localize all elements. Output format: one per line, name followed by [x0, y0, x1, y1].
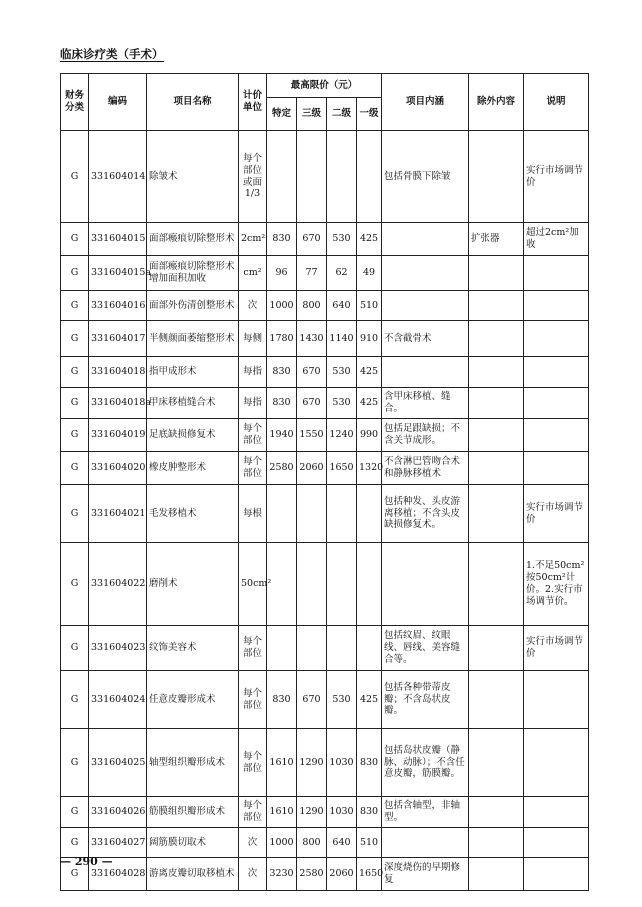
cell-content [382, 357, 469, 388]
cell-content [382, 828, 469, 858]
cell-price-level3: 2060 [297, 452, 327, 485]
table-row [61, 321, 589, 357]
cell-excluded [469, 485, 524, 543]
cell-excluded [469, 797, 524, 828]
cell-price-level1 [357, 131, 382, 223]
cell-name: 足底缺损修复术 [147, 419, 239, 452]
col-header-code: 编码 [89, 74, 147, 131]
cell-price-level3: 1550 [297, 419, 327, 452]
cell-name: 磨削术 [147, 543, 239, 626]
cell-price-special [267, 543, 297, 626]
cell-price-special: 1780 [267, 321, 297, 357]
cell-price-special: 1610 [267, 797, 297, 828]
cell-content: 含甲床移植、缝合。 [382, 388, 469, 419]
cell-code: 331604018a [89, 388, 147, 419]
col-header-name: 项目名称 [147, 74, 239, 131]
cell-name: 游离皮瓣切取移植术 [147, 858, 239, 891]
cell-unit: 每指 [239, 357, 267, 388]
cell-price-level2: 640 [327, 291, 357, 321]
cell-excluded [469, 543, 524, 626]
cell-price-level2: 1650 [327, 452, 357, 485]
section-title: 临床诊疗类（手术） [60, 47, 164, 61]
cell-code: 331604019 [89, 419, 147, 452]
cell-category: G [61, 452, 89, 485]
cell-price-level3: 1290 [297, 797, 327, 828]
cell-name: 毛发移植术 [147, 485, 239, 543]
cell-price-level3: 670 [297, 357, 327, 388]
cell-unit: 每个部位 [239, 452, 267, 485]
cell-price-level2: 1030 [327, 797, 357, 828]
cell-content: 包括各种带蒂皮瓣；不含岛状皮瓣。 [382, 671, 469, 729]
cell-note [524, 797, 589, 828]
cell-excluded [469, 671, 524, 729]
cell-name: 指甲成形术 [147, 357, 239, 388]
table-row [61, 671, 589, 729]
cell-price-level1: 990 [357, 419, 382, 452]
cell-category: G [61, 671, 89, 729]
cell-category: G [61, 858, 89, 891]
cell-unit: 每个部位 [239, 797, 267, 828]
col-header-category: 财务分类 [61, 74, 89, 131]
cell-unit: 每个部位或面1/3 [239, 131, 267, 223]
table-row [61, 729, 589, 797]
table-row [61, 388, 589, 419]
cell-price-level2: 530 [327, 223, 357, 256]
cell-price-level1: 425 [357, 388, 382, 419]
cell-content: 深度烧伤的早期修复 [382, 858, 469, 891]
cell-code: 331604017 [89, 321, 147, 357]
cell-unit: 每个部位 [239, 671, 267, 729]
cell-name: 纹饰美容术 [147, 626, 239, 671]
cell-code: 331604026 [89, 797, 147, 828]
cell-content [382, 256, 469, 291]
table-row [61, 357, 589, 388]
cell-price-level3 [297, 626, 327, 671]
cell-code: 331604015a [89, 256, 147, 291]
cell-unit: 次 [239, 828, 267, 858]
cell-note [524, 419, 589, 452]
cell-note [524, 256, 589, 291]
cell-price-level1: 425 [357, 671, 382, 729]
cell-excluded [469, 858, 524, 891]
cell-excluded [469, 256, 524, 291]
cell-content: 不含截骨术 [382, 321, 469, 357]
cell-note [524, 828, 589, 858]
table-row [61, 828, 589, 858]
cell-price-level2: 530 [327, 671, 357, 729]
table-row [61, 223, 589, 256]
cell-unit: 每侧 [239, 321, 267, 357]
cell-note [524, 452, 589, 485]
cell-price-special: 1000 [267, 291, 297, 321]
cell-price-special: 1610 [267, 729, 297, 797]
cell-excluded [469, 828, 524, 858]
cell-note [524, 729, 589, 797]
cell-name: 轴型组织瓣形成术 [147, 729, 239, 797]
cell-price-level2 [327, 543, 357, 626]
cell-category: G [61, 419, 89, 452]
cell-note: 实行市场调节价 [524, 626, 589, 671]
cell-category: G [61, 485, 89, 543]
cell-price-level1 [357, 485, 382, 543]
cell-price-level1: 49 [357, 256, 382, 291]
table-row [61, 419, 589, 452]
cell-price-level2: 1030 [327, 729, 357, 797]
table-body [61, 131, 589, 891]
cell-unit: 每个部位 [239, 419, 267, 452]
cell-unit: 次 [239, 291, 267, 321]
table-row [61, 131, 589, 223]
cell-price-level3: 2580 [297, 858, 327, 891]
cell-category: G [61, 543, 89, 626]
cell-price-level1: 425 [357, 357, 382, 388]
cell-name: 橡皮肿整形术 [147, 452, 239, 485]
cell-category: G [61, 626, 89, 671]
cell-price-level2: 530 [327, 357, 357, 388]
cell-code: 331604016 [89, 291, 147, 321]
cell-unit: 次 [239, 858, 267, 891]
cell-price-level3 [297, 485, 327, 543]
cell-unit: 每个部位 [239, 729, 267, 797]
cell-category: G [61, 388, 89, 419]
cell-unit: 2cm² [239, 223, 267, 256]
cell-content: 不含淋巴管吻合术和静脉移植术 [382, 452, 469, 485]
cell-price-level3: 670 [297, 671, 327, 729]
col-header-level3: 三级 [297, 98, 327, 131]
cell-price-special: 1000 [267, 828, 297, 858]
cell-code: 331604027 [89, 828, 147, 858]
cell-excluded: 扩张器 [469, 223, 524, 256]
cell-category: G [61, 223, 89, 256]
cell-name: 面部外伤清创整形术 [147, 291, 239, 321]
cell-price-level2 [327, 626, 357, 671]
cell-note: 实行市场调节价 [524, 131, 589, 223]
cell-price-special: 1940 [267, 419, 297, 452]
cell-price-level3: 1290 [297, 729, 327, 797]
table-row [61, 291, 589, 321]
cell-excluded [469, 388, 524, 419]
cell-code: 331604028 [89, 858, 147, 891]
cell-category: G [61, 828, 89, 858]
cell-unit: 每个部位 [239, 626, 267, 671]
cell-code: 331604018 [89, 357, 147, 388]
cell-price-special [267, 131, 297, 223]
col-header-level2: 二级 [327, 98, 357, 131]
cell-code: 331604014 [89, 131, 147, 223]
cell-content: 包括岛状皮瓣（静脉、动脉）；不含任意皮瓣，筋膜瓣。 [382, 729, 469, 797]
cell-name: 半侧颜面萎缩整形术 [147, 321, 239, 357]
title-underline [60, 61, 164, 62]
cell-excluded [469, 131, 524, 223]
cell-price-level2: 1140 [327, 321, 357, 357]
cell-note: 1.不足50cm²按50cm²计价。2.实行市场调节价。 [524, 543, 589, 626]
col-header-special: 特定 [267, 98, 297, 131]
cell-price-level1: 1320 [357, 452, 382, 485]
cell-excluded [469, 419, 524, 452]
cell-excluded [469, 291, 524, 321]
cell-price-level3: 77 [297, 256, 327, 291]
cell-price-special: 830 [267, 223, 297, 256]
cell-price-level2 [327, 485, 357, 543]
cell-note [524, 321, 589, 357]
cell-price-special: 2580 [267, 452, 297, 485]
cell-price-level3 [297, 543, 327, 626]
cell-note: 超过2cm²加收 [524, 223, 589, 256]
cell-content: 包括含轴型，非轴型。 [382, 797, 469, 828]
cell-name: 甲床移植缝合术 [147, 388, 239, 419]
table-row [61, 797, 589, 828]
cell-price-level3: 800 [297, 291, 327, 321]
cell-excluded [469, 357, 524, 388]
cell-price-level3: 1430 [297, 321, 327, 357]
cell-code: 331604015 [89, 223, 147, 256]
cell-content [382, 223, 469, 256]
cell-category: G [61, 291, 89, 321]
table-row [61, 452, 589, 485]
table-row [61, 485, 589, 543]
cell-price-special [267, 626, 297, 671]
cell-price-level1: 910 [357, 321, 382, 357]
col-header-price-group: 最高限价（元） [267, 74, 382, 98]
cell-excluded [469, 321, 524, 357]
cell-content: 包括骨膜下除皱 [382, 131, 469, 223]
cell-content [382, 543, 469, 626]
cell-unit: 50cm² [239, 543, 267, 626]
cell-price-level3: 670 [297, 388, 327, 419]
cell-price-level3: 800 [297, 828, 327, 858]
cell-price-level1: 830 [357, 729, 382, 797]
cell-price-level1: 425 [357, 223, 382, 256]
cell-name: 面部瘢痕切除整形术增加面积加收 [147, 256, 239, 291]
page-number: — 290 — [60, 855, 113, 868]
cell-price-level2 [327, 131, 357, 223]
cell-price-special: 96 [267, 256, 297, 291]
cell-code: 331604021 [89, 485, 147, 543]
table-row [61, 256, 589, 291]
cell-price-level2: 2060 [327, 858, 357, 891]
cell-price-level2: 62 [327, 256, 357, 291]
cell-note [524, 357, 589, 388]
cell-price-level1 [357, 543, 382, 626]
cell-code: 331604020 [89, 452, 147, 485]
cell-code: 331604023 [89, 626, 147, 671]
cell-price-special [267, 485, 297, 543]
cell-note [524, 291, 589, 321]
table-row [61, 626, 589, 671]
cell-note [524, 858, 589, 891]
cell-category: G [61, 797, 89, 828]
fee-table [60, 73, 589, 891]
cell-price-level3 [297, 131, 327, 223]
cell-unit: cm² [239, 256, 267, 291]
cell-name: 阔筋膜切取术 [147, 828, 239, 858]
table-row [61, 858, 589, 891]
cell-unit: 每指 [239, 388, 267, 419]
cell-name: 任意皮瓣形成术 [147, 671, 239, 729]
cell-price-special: 830 [267, 388, 297, 419]
cell-category: G [61, 321, 89, 357]
cell-name: 除皱术 [147, 131, 239, 223]
cell-note [524, 671, 589, 729]
cell-price-special: 3230 [267, 858, 297, 891]
col-header-note: 说明 [524, 74, 589, 131]
cell-name: 筋膜组织瓣形成术 [147, 797, 239, 828]
col-header-unit: 计价单位 [239, 74, 267, 131]
cell-price-special: 830 [267, 671, 297, 729]
col-header-excluded: 除外内容 [469, 74, 524, 131]
cell-code: 331604025 [89, 729, 147, 797]
cell-note: 实行市场调节价 [524, 485, 589, 543]
cell-price-level1: 1650 [357, 858, 382, 891]
cell-price-level1: 510 [357, 828, 382, 858]
table-row [61, 543, 589, 626]
cell-content: 包括足跟缺损；不含关节成形。 [382, 419, 469, 452]
cell-content: 包括纹眉、纹眼线、唇线、美容缝合等。 [382, 626, 469, 671]
cell-price-level1: 830 [357, 797, 382, 828]
cell-note [524, 388, 589, 419]
cell-price-special: 830 [267, 357, 297, 388]
cell-category: G [61, 131, 89, 223]
col-header-content: 项目内涵 [382, 74, 469, 131]
col-header-level1: 一级 [357, 98, 382, 131]
cell-unit: 每根 [239, 485, 267, 543]
cell-price-level2: 640 [327, 828, 357, 858]
cell-excluded [469, 626, 524, 671]
cell-code: 331604022 [89, 543, 147, 626]
cell-price-level1: 510 [357, 291, 382, 321]
cell-price-level1 [357, 626, 382, 671]
cell-name: 面部瘢痕切除整形术 [147, 223, 239, 256]
cell-content [382, 291, 469, 321]
cell-price-level3: 670 [297, 223, 327, 256]
cell-category: G [61, 729, 89, 797]
cell-category: G [61, 256, 89, 291]
cell-category: G [61, 357, 89, 388]
cell-code: 331604024 [89, 671, 147, 729]
cell-price-level2: 530 [327, 388, 357, 419]
cell-price-level2: 1240 [327, 419, 357, 452]
cell-content: 包括种发、头皮游离移植；不含头皮缺损修复术。 [382, 485, 469, 543]
cell-excluded [469, 729, 524, 797]
cell-excluded [469, 452, 524, 485]
